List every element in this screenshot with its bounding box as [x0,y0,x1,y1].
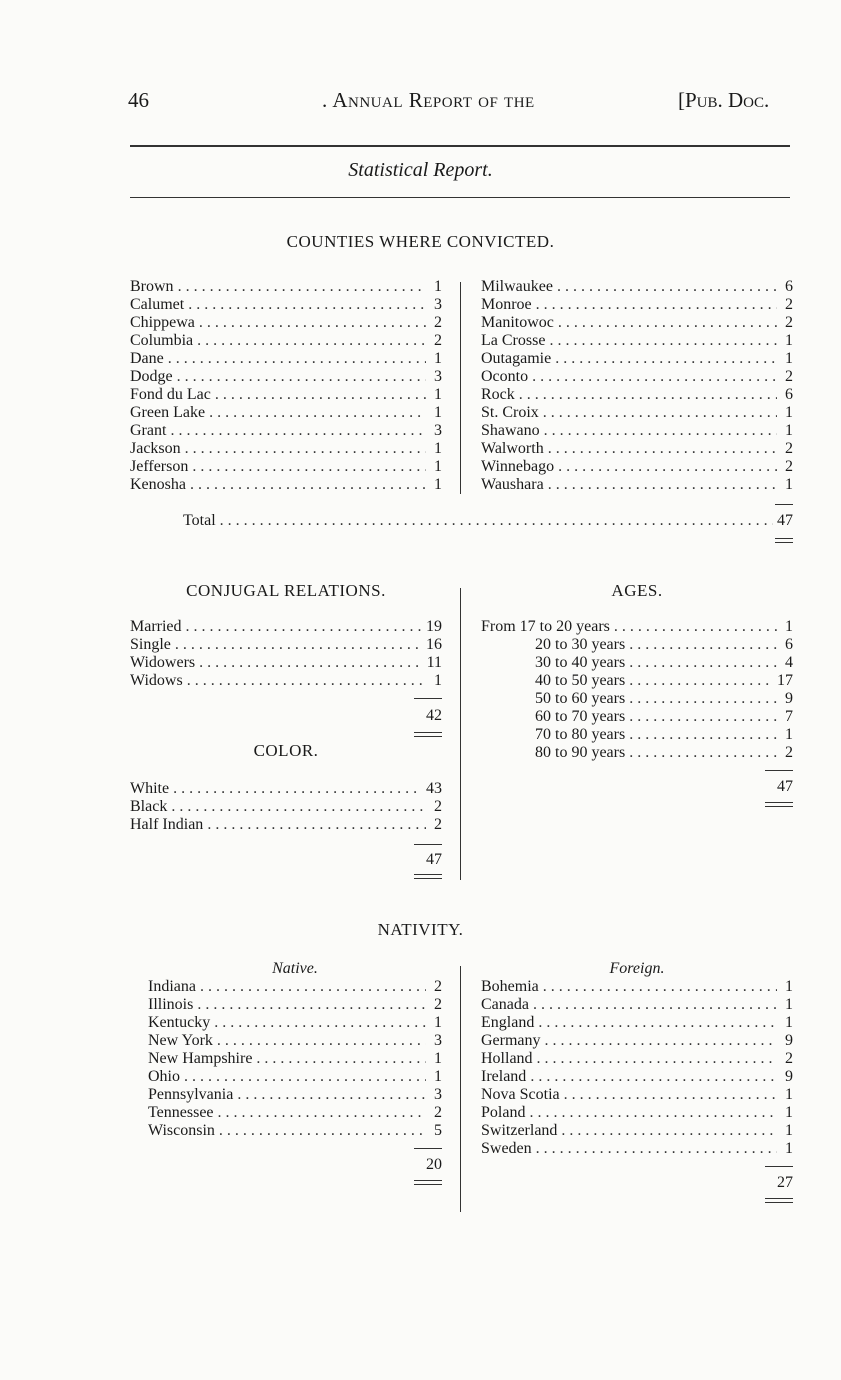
list-item [130,672,442,690]
county-name: Outagamie [481,350,552,367]
total-rule [775,504,793,505]
list-item [481,1050,793,1068]
row-value: 19 [426,618,442,635]
county-name: Brown [130,278,174,295]
county-name: Kenosha [130,476,186,493]
row-value: 5 [434,1122,442,1139]
list-item [481,314,793,332]
list-item [481,636,793,654]
list-item [481,1086,793,1104]
row-value: 1 [785,1014,793,1031]
row-value: 7 [785,708,793,725]
row-label: White [130,780,170,797]
county-count: 1 [434,386,442,403]
row-label: Holland [481,1050,533,1067]
county-count: 1 [785,404,793,421]
row-label: Black [130,798,168,815]
county-count: 3 [434,422,442,439]
county-count: 1 [434,278,442,295]
counties-total [183,512,793,530]
list-item [148,1032,442,1050]
county-count: 2 [785,368,793,385]
row-value: 1 [785,1086,793,1103]
total-double-rule [414,732,442,737]
conjugal-total: 42 [426,707,442,724]
total-double-rule [414,874,442,879]
row-label: From 17 to 20 years [481,618,610,635]
conjugal-list [130,618,442,690]
county-count: 1 [785,476,793,493]
row-value: 9 [785,1068,793,1085]
counties-title: COUNTIES WHERE CONVICTED. [286,232,555,251]
subtitle-rule [130,197,790,198]
row-label: Ireland [481,1068,527,1085]
list-item [481,978,793,996]
list-item [148,1086,442,1104]
county-name: La Crosse [481,332,546,349]
county-count: 1 [785,422,793,439]
list-item [481,1014,793,1032]
subtotal-rule [414,1148,442,1149]
list-item [481,672,793,690]
row-label: 20 to 30 years [535,636,626,653]
county-name: Grant [130,422,167,439]
list-item [130,278,442,296]
county-count: 6 [785,386,793,403]
foreign-list [481,978,793,1158]
list-item [481,744,793,762]
subtotal-rule [414,844,442,845]
row-label: New York [148,1032,213,1049]
row-label: Half Indian [130,816,204,833]
row-label: Poland [481,1104,526,1121]
county-name: Jefferson [130,458,189,475]
county-name: St. Croix [481,404,539,421]
list-item [481,368,793,386]
row-value: 1 [434,1014,442,1031]
list-item [148,996,442,1014]
list-item [481,1140,793,1158]
row-label: New Hampshire [148,1050,253,1067]
running-head-title: . Annual Report of the [322,88,535,112]
county-name: Manitowoc [481,314,554,331]
list-item [481,332,793,350]
list-item [130,636,442,654]
row-label: Ohio [148,1068,180,1085]
row-value: 9 [785,690,793,707]
row-label: Widowers [130,654,196,671]
county-count: 2 [434,314,442,331]
row-label: Pennsylvania [148,1086,234,1103]
county-name: Shawano [481,422,540,439]
list-item [481,690,793,708]
row-label: Sweden [481,1140,532,1157]
page-number: 46 [128,88,149,112]
list-item [148,1014,442,1032]
total-double-rule [765,1198,793,1203]
row-value: 1 [785,726,793,743]
county-count: 2 [785,458,793,475]
native-total: 20 [426,1156,442,1173]
row-label: 30 to 40 years [535,654,626,671]
row-value: 1 [785,618,793,635]
county-name: Dodge [130,368,173,385]
row-label: Nova Scotia [481,1086,560,1103]
county-count: 1 [434,404,442,421]
list-item [481,386,793,404]
total-double-rule [414,1180,442,1185]
county-count: 3 [434,296,442,313]
row-value: 1 [434,1068,442,1085]
list-item [130,404,442,422]
page-subtitle: Statistical Report. [348,159,493,181]
county-name: Oconto [481,368,529,385]
subtotal-rule [414,698,442,699]
list-item [481,296,793,314]
row-value: 2 [434,978,442,995]
list-item [148,1050,442,1068]
county-count: 2 [785,296,793,313]
county-name: Chippewa [130,314,195,331]
county-count: 1 [434,458,442,475]
list-item [130,798,442,816]
row-value: 3 [434,1086,442,1103]
row-value: 2 [785,744,793,761]
ages-total: 47 [777,778,793,795]
list-item [148,1104,442,1122]
county-count: 1 [434,440,442,457]
row-value: 2 [434,798,442,815]
row-value: 1 [785,1140,793,1157]
row-value: 9 [785,1032,793,1049]
list-item [148,1122,442,1140]
native-subtitle: Native. [272,960,318,977]
county-count: 2 [434,332,442,349]
row-value: 43 [426,780,442,797]
total-label: Total [183,512,216,529]
foreign-total: 27 [777,1174,793,1191]
row-label: Germany [481,1032,541,1049]
subtotal-rule [765,1166,793,1167]
row-label: England [481,1014,535,1031]
foreign-subtitle: Foreign. [609,960,665,977]
list-item [481,708,793,726]
list-item [481,440,793,458]
list-item [481,476,793,494]
header-rule [130,145,790,147]
list-item [481,1104,793,1122]
subtotal-rule [765,770,793,771]
column-divider [460,966,461,1212]
total-double-rule [765,802,793,807]
color-total: 47 [426,851,442,868]
row-value: 6 [785,636,793,653]
row-label: Wisconsin [148,1122,215,1139]
row-label: Bohemia [481,978,539,995]
row-label: Switzerland [481,1122,558,1139]
list-item [481,422,793,440]
ages-list [481,618,793,762]
nativity-title: NATIVITY. [377,920,464,939]
row-value: 1 [785,1122,793,1139]
list-item [130,350,442,368]
conjugal-title: CONJUGAL RELATIONS. [186,581,386,600]
row-value: 1 [434,1050,442,1067]
list-item [130,458,442,476]
list-item [481,654,793,672]
row-label: 80 to 90 years [535,744,626,761]
row-label: Married [130,618,182,635]
row-label: Kentucky [148,1014,211,1031]
list-item [481,404,793,422]
total-value: 47 [777,512,793,529]
list-item [148,1068,442,1086]
county-count: 2 [785,440,793,457]
row-label: Indiana [148,978,196,995]
list-item [481,618,793,636]
county-name: Green Lake [130,404,206,421]
list-item [130,296,442,314]
county-count: 3 [434,368,442,385]
row-value: 2 [434,816,442,833]
county-name: Jackson [130,440,181,457]
county-name: Fond du Lac [130,386,211,403]
county-name: Monroe [481,296,532,313]
list-item [481,458,793,476]
color-title: COLOR. [253,741,319,760]
row-label: 50 to 60 years [535,690,626,707]
total-double-rule [775,538,793,543]
county-count: 2 [785,314,793,331]
list-item [130,386,442,404]
row-value: 1 [785,978,793,995]
row-value: 16 [426,636,442,653]
color-list [130,780,442,834]
row-value: 2 [434,996,442,1013]
row-label: 40 to 50 years [535,672,626,689]
list-item [130,332,442,350]
list-item [130,440,442,458]
list-item [130,368,442,386]
county-name: Rock [481,386,515,403]
county-count: 1 [434,350,442,367]
list-item [481,1068,793,1086]
list-item [481,350,793,368]
row-value: 1 [785,1104,793,1121]
county-name: Calumet [130,296,185,313]
row-label: 60 to 70 years [535,708,626,725]
list-item [130,422,442,440]
county-name: Columbia [130,332,194,349]
row-label: Illinois [148,996,194,1013]
row-value: 1 [785,996,793,1013]
counties-left-list [130,278,442,494]
list-item [130,476,442,494]
list-item [481,726,793,744]
list-item [148,978,442,996]
list-item [130,816,442,834]
county-name: Winnebago [481,458,555,475]
ages-title: AGES. [611,581,663,600]
list-item [481,278,793,296]
row-value: 17 [777,672,793,689]
row-value: 2 [434,1104,442,1121]
county-count: 6 [785,278,793,295]
county-count: 1 [785,332,793,349]
row-value: 4 [785,654,793,671]
row-label: Single [130,636,171,653]
list-item [481,996,793,1014]
list-item [130,618,442,636]
native-list [148,978,442,1140]
county-count: 1 [785,350,793,367]
running-head-doc: [Pub. Doc. [678,88,770,112]
county-count: 1 [434,476,442,493]
row-value: 11 [426,654,442,671]
row-value: 2 [785,1050,793,1067]
county-name: Waushara [481,476,544,493]
list-item [481,1122,793,1140]
list-item [130,780,442,798]
row-label: Canada [481,996,529,1013]
column-divider [460,282,461,494]
row-value: 3 [434,1032,442,1049]
county-name: Walworth [481,440,544,457]
county-name: Dane [130,350,164,367]
list-item [130,654,442,672]
row-label: Tennessee [148,1104,214,1121]
row-value: 1 [434,672,442,689]
column-divider [460,588,461,880]
row-label: Widows [130,672,183,689]
counties-right-list [481,278,793,494]
list-item [130,314,442,332]
row-label: 70 to 80 years [535,726,626,743]
county-name: Milwaukee [481,278,553,295]
list-item [481,1032,793,1050]
